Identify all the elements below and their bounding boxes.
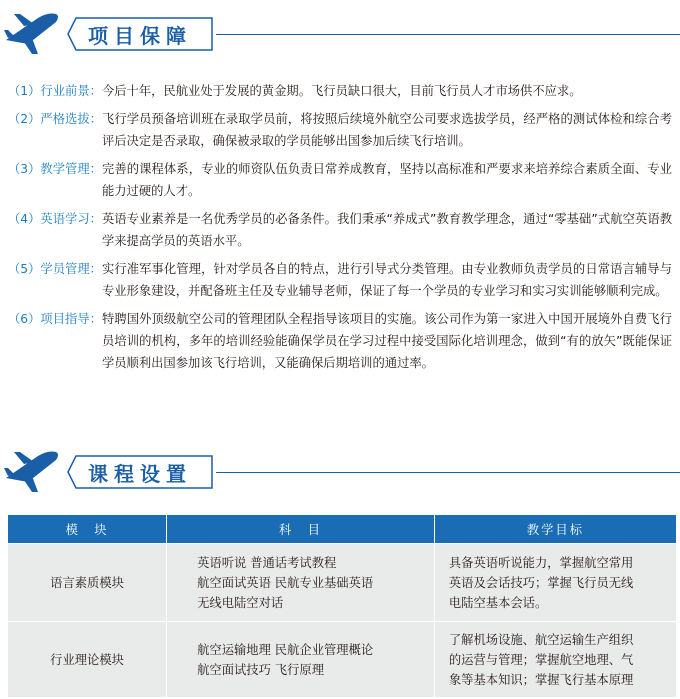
item-text: 特聘国外顶级航空公司的管理团队全程指导该项目的实施。该公司作为第一家进入中国开展境外自费飞行员培训的机构，多年的培训经验能确保学员在学习过程中接受国际化培训理念，做到“有的放矢”既能保证学员顺利出国参加该飞行培训，又能确保后期培训的通过率。 — [101, 312, 672, 370]
list-item: （4） 英语学习 ： 英语专业素养是一名优秀学员的必备条件。我们秉承“养成式”教育教学理念，通过“零基础”式航空英语教学来提高学员的英语水平。 — [8, 208, 672, 252]
item-text: 飞行学员预备培训班在录取学员前，将按照后续境外航空公司要求选拔学员，经严格的测试体检和综合考评后决定是否录取，确保被录取的学员能够出国参加后续飞行培训。 — [101, 112, 672, 148]
column-header-goal: 教学目标 — [434, 515, 676, 544]
item-text: 今后十年，民航业处于发展的黄金期。飞行员缺口很大，目前飞行员人才市场供不应求。 — [101, 84, 582, 98]
goal-line: 电陆空基本会话。 — [448, 595, 548, 610]
subject-line: 航空面试技巧 飞行原理 — [197, 662, 324, 677]
divider — [216, 472, 680, 473]
airplane-icon — [2, 4, 66, 64]
divider — [216, 34, 680, 35]
list-item: （1） 行业前景 ： 今后十年，民航业处于发展的黄金期。飞行员缺口很大，目前飞行员人才市场供不应求。 — [8, 80, 672, 102]
goal-cell — [434, 544, 676, 622]
table-row — [8, 622, 677, 698]
goal-line: 英语及会话技巧；掌握飞行员无线 — [448, 575, 634, 590]
list-item: （3） 教学管理 ： 完善的课程体系，专业的师资队伍负责日常养成教育，坚持以高标准和严要求来培养综合素质全面、专业能力过硬的人才。 — [8, 158, 672, 202]
guarantee-list — [8, 80, 672, 380]
list-item: （6） 项目指导 ： 特聘国外顶级航空公司的管理团队全程指导该项目的实施。该公司作为第一家进入中国开展境外自费飞行员培训的机构，多年的培训经验能确保学员在学习过程中接受国际化培训理念，做到“有的放矢”既能保证学员顺利出国参加该飞行培训，又能确保后期培训的通过率。 — [8, 308, 672, 374]
column-header-subject: 科 目 — [167, 515, 435, 544]
item-label: 行业前景 — [40, 84, 90, 98]
item-label: 项目指导 — [40, 312, 90, 326]
airplane-icon — [2, 442, 66, 502]
subjects-cell — [167, 622, 435, 698]
module-cell: 行业理论模块 — [8, 622, 167, 698]
item-text: 完善的课程体系，专业的师资队伍负责日常养成教育，坚持以高标准和严要求来培养综合素质全面、专业能力过硬的人才。 — [101, 162, 672, 198]
goal-cell — [434, 622, 676, 698]
item-label: 严格选拔 — [40, 112, 90, 126]
subject-line: 无线电陆空对话 — [197, 595, 284, 610]
module-cell: 语言素质模块 — [8, 544, 167, 622]
section-header-curriculum — [0, 442, 680, 502]
subject-line: 航空运输地理 民航企业管理概论 — [197, 642, 374, 657]
section-title: 项目保障 — [88, 24, 192, 48]
subjects-cell — [167, 544, 435, 622]
item-number: （4） — [8, 212, 41, 226]
item-text: 实行准军事化管理，针对学员各自的特点，进行引导式分类管理。由专业教师负责学员的日常语言辅导与专业形象建设，并配备班主任及专业辅导老师，保证了每一个学员的专业学习和实习实训能够顺利完成。 — [101, 262, 672, 298]
table-header-row — [8, 515, 677, 544]
list-item: （2） 严格选拔 ： 飞行学员预备培训班在录取学员前，将按照后续境外航空公司要求选拔学员，经严格的测试体检和综合考评后决定是否录取，确保被录取的学员能够出国参加后续飞行培训。 — [8, 108, 672, 152]
goal-line: 的运营与管理；掌握航空地理、气 — [448, 652, 634, 667]
item-number: （5） — [8, 262, 41, 276]
goal-line: 了解机场设施、航空运输生产组织 — [448, 632, 634, 647]
item-number: （6） — [8, 312, 41, 326]
table-row — [8, 544, 677, 622]
section-title: 课程设置 — [88, 462, 192, 486]
goal-line: 象等基本知识；掌握飞行基本原理 — [448, 672, 634, 687]
item-label: 教学管理 — [40, 162, 90, 176]
subject-line: 英语听说 普通话考试教程 — [197, 555, 337, 570]
goal-line: 具备英语听说能力，掌握航空常用 — [448, 555, 634, 570]
item-text: 英语专业素养是一名优秀学员的必备条件。我们秉承“养成式”教育教学理念，通过“零基础”式航空英语教学来提高学员的英语水平。 — [101, 212, 673, 248]
subject-line: 航空面试英语 民航专业基础英语 — [197, 575, 374, 590]
list-item: （5） 学员管理 ： 实行准军事化管理，针对学员各自的特点，进行引导式分类管理。由专业教师负责学员的日常语言辅导与专业形象建设，并配备班主任及专业辅导老师，保证了每一个学员的专业学习和实习实训能够顺利完成。 — [8, 258, 672, 302]
column-header-module: 模 块 — [8, 515, 167, 544]
item-label: 英语学习 — [40, 212, 90, 226]
curriculum-table — [7, 514, 677, 698]
item-number: （1） — [8, 84, 41, 98]
item-number: （2） — [8, 112, 41, 126]
item-number: （3） — [8, 162, 41, 176]
section-header-project-guarantee — [0, 4, 680, 64]
item-label: 学员管理 — [40, 262, 90, 276]
